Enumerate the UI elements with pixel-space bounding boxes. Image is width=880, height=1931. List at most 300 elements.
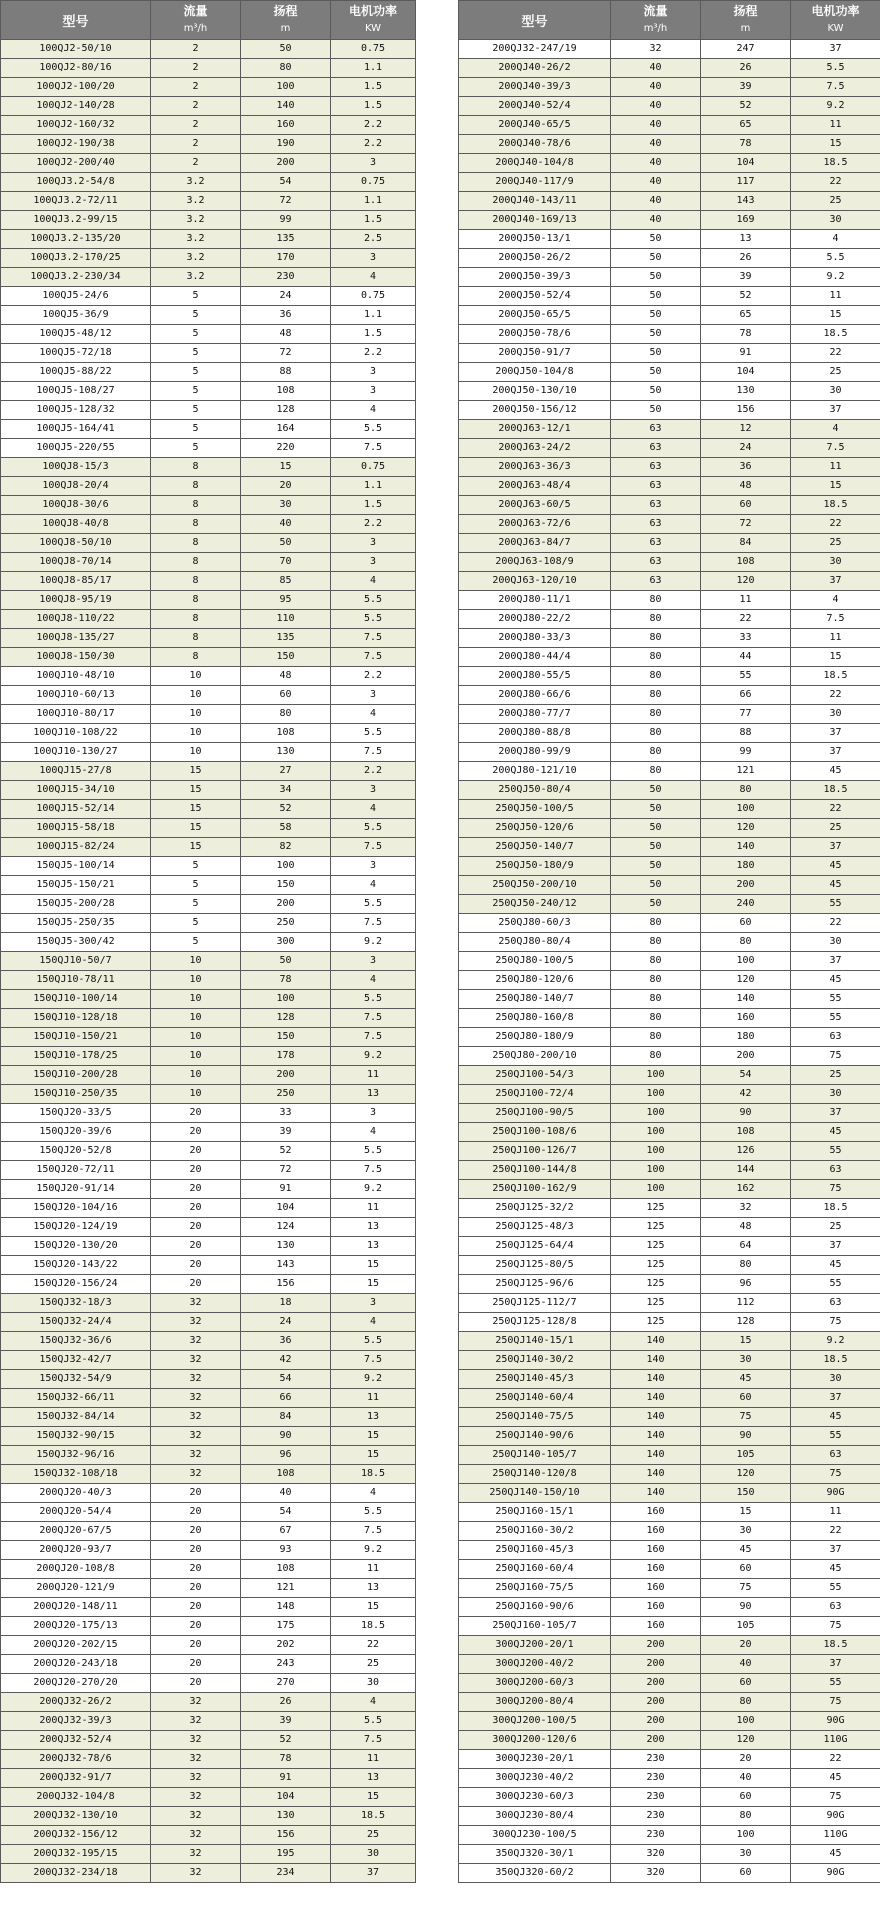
model-column-header: 型号	[459, 1, 611, 40]
power-cell: 5.5	[331, 990, 416, 1009]
head-cell: 20	[701, 1750, 791, 1769]
model-cell: 250QJ50-180/9	[459, 857, 611, 876]
flow-cell: 10	[151, 1047, 241, 1066]
head-cell: 65	[701, 306, 791, 325]
model-cell: 100QJ15-82/24	[1, 838, 151, 857]
table-row	[459, 1693, 880, 1712]
flow-cell: 8	[151, 515, 241, 534]
flow-cell: 10	[151, 743, 241, 762]
table-row	[1, 1674, 416, 1693]
flow-cell: 10	[151, 952, 241, 971]
table-row	[1, 534, 416, 553]
power-cell: 15	[331, 1788, 416, 1807]
flow-cell: 32	[151, 1750, 241, 1769]
model-cell: 100QJ8-135/27	[1, 629, 151, 648]
model-cell: 100QJ8-150/30	[1, 648, 151, 667]
flow-cell: 5	[151, 876, 241, 895]
head-cell: 80	[701, 1807, 791, 1826]
power-cell: 55	[791, 1674, 880, 1693]
flow-cell: 50	[611, 895, 701, 914]
table-row	[459, 1845, 880, 1864]
flow-cell: 63	[611, 553, 701, 572]
head-cell: 26	[701, 59, 791, 78]
flow-cell: 32	[151, 1826, 241, 1845]
model-cell: 150QJ20-72/11	[1, 1161, 151, 1180]
head-cell: 162	[701, 1180, 791, 1199]
head-unit-label: m	[740, 23, 751, 34]
power-cell: 4	[331, 1484, 416, 1503]
flow-cell: 10	[151, 1066, 241, 1085]
table-row	[459, 40, 880, 59]
head-cell: 24	[241, 287, 331, 306]
flow-cell: 2	[151, 78, 241, 97]
model-cell: 250QJ160-90/6	[459, 1598, 611, 1617]
head-cell: 58	[241, 819, 331, 838]
table-row	[459, 1807, 880, 1826]
head-cell: 78	[241, 1750, 331, 1769]
flow-cell: 63	[611, 572, 701, 591]
power-cell: 7.5	[331, 1522, 416, 1541]
model-cell: 200QJ50-104/8	[459, 363, 611, 382]
head-cell: 39	[241, 1123, 331, 1142]
model-cell: 100QJ8-110/22	[1, 610, 151, 629]
pump-spec-table-right	[458, 0, 880, 1883]
head-cell: 55	[701, 667, 791, 686]
model-cell: 200QJ20-54/4	[1, 1503, 151, 1522]
table-row	[1, 629, 416, 648]
power-cell: 13	[331, 1769, 416, 1788]
table-row	[1, 1598, 416, 1617]
model-cell: 200QJ32-195/15	[1, 1845, 151, 1864]
flow-cell: 63	[611, 496, 701, 515]
power-cell: 30	[791, 1370, 880, 1389]
head-cell: 117	[701, 173, 791, 192]
head-cell: 128	[241, 401, 331, 420]
table-row	[459, 135, 880, 154]
head-cell: 91	[241, 1180, 331, 1199]
table-row	[1, 1275, 416, 1294]
table-row	[459, 781, 880, 800]
model-cell: 150QJ20-130/20	[1, 1237, 151, 1256]
flow-cell: 140	[611, 1465, 701, 1484]
model-cell: 250QJ80-160/8	[459, 1009, 611, 1028]
table-row	[459, 496, 880, 515]
table-row	[1, 1408, 416, 1427]
model-cell: 200QJ63-36/3	[459, 458, 611, 477]
table-row	[1, 192, 416, 211]
head-cell: 108	[241, 1560, 331, 1579]
head-cell: 39	[701, 78, 791, 97]
table-row	[1, 572, 416, 591]
table-row	[1, 1199, 416, 1218]
head-cell: 110	[241, 610, 331, 629]
model-cell: 200QJ32-234/18	[1, 1864, 151, 1883]
model-cell: 250QJ80-200/10	[459, 1047, 611, 1066]
table-row	[459, 648, 880, 667]
flow-cell: 320	[611, 1864, 701, 1883]
power-cell: 22	[791, 515, 880, 534]
head-cell: 40	[701, 1655, 791, 1674]
table-body-left	[1, 40, 416, 1883]
head-cell: 120	[701, 1731, 791, 1750]
power-cell: 25	[791, 363, 880, 382]
flow-cell: 2	[151, 40, 241, 59]
flow-cell: 40	[611, 211, 701, 230]
flow-column-header	[611, 1, 701, 40]
model-cell: 150QJ5-200/28	[1, 895, 151, 914]
model-cell: 150QJ32-42/7	[1, 1351, 151, 1370]
power-cell: 3	[331, 553, 416, 572]
flow-cell: 63	[611, 439, 701, 458]
head-cell: 150	[701, 1484, 791, 1503]
table-row	[1, 1579, 416, 1598]
power-cell: 37	[791, 1655, 880, 1674]
model-cell: 250QJ100-108/6	[459, 1123, 611, 1142]
flow-cell: 10	[151, 1009, 241, 1028]
table-row	[1, 1256, 416, 1275]
model-cell: 200QJ50-52/4	[459, 287, 611, 306]
model-cell: 100QJ2-160/32	[1, 116, 151, 135]
power-cell: 30	[331, 1674, 416, 1693]
power-cell: 1.1	[331, 192, 416, 211]
model-cell: 100QJ3.2-135/20	[1, 230, 151, 249]
table-row	[1, 1294, 416, 1313]
table-row	[1, 40, 416, 59]
table-row	[459, 97, 880, 116]
head-cell: 30	[701, 1845, 791, 1864]
power-cell: 7.5	[791, 439, 880, 458]
flow-cell: 40	[611, 192, 701, 211]
head-cell: 160	[701, 1009, 791, 1028]
power-cell: 7.5	[331, 914, 416, 933]
power-cell: 15	[331, 1427, 416, 1446]
model-cell: 200QJ40-117/9	[459, 173, 611, 192]
model-cell: 250QJ160-75/5	[459, 1579, 611, 1598]
model-cell: 250QJ125-128/8	[459, 1313, 611, 1332]
table-row	[1, 1693, 416, 1712]
power-cell: 25	[791, 819, 880, 838]
head-cell: 202	[241, 1636, 331, 1655]
table-row	[1, 1807, 416, 1826]
flow-cell: 20	[151, 1579, 241, 1598]
flow-cell: 160	[611, 1522, 701, 1541]
model-cell: 250QJ100-90/5	[459, 1104, 611, 1123]
head-cell: 144	[701, 1161, 791, 1180]
model-cell: 100QJ5-36/9	[1, 306, 151, 325]
model-cell: 200QJ80-121/10	[459, 762, 611, 781]
table-row	[459, 1066, 880, 1085]
table-row	[1, 496, 416, 515]
table-row	[1, 838, 416, 857]
power-cell: 37	[791, 401, 880, 420]
table-row	[459, 819, 880, 838]
flow-cell: 10	[151, 971, 241, 990]
head-cell: 66	[701, 686, 791, 705]
model-cell: 100QJ8-20/4	[1, 477, 151, 496]
model-cell: 200QJ80-99/9	[459, 743, 611, 762]
head-cell: 96	[241, 1446, 331, 1465]
model-cell: 150QJ20-39/6	[1, 1123, 151, 1142]
power-cell: 37	[791, 952, 880, 971]
table-row	[1, 1180, 416, 1199]
model-cell: 200QJ63-84/7	[459, 534, 611, 553]
power-cell: 3	[331, 363, 416, 382]
flow-cell: 40	[611, 173, 701, 192]
head-cell: 18	[241, 1294, 331, 1313]
head-cell: 88	[241, 363, 331, 382]
table-row	[1, 1218, 416, 1237]
model-cell: 200QJ80-44/4	[459, 648, 611, 667]
head-cell: 13	[701, 230, 791, 249]
head-cell: 90	[701, 1598, 791, 1617]
power-cell: 2.2	[331, 344, 416, 363]
power-cell: 4	[331, 800, 416, 819]
flow-cell: 32	[151, 1845, 241, 1864]
flow-cell: 10	[151, 667, 241, 686]
table-row	[1, 553, 416, 572]
table-row	[459, 325, 880, 344]
flow-cell: 230	[611, 1750, 701, 1769]
model-cell: 200QJ32-78/6	[1, 1750, 151, 1769]
model-cell: 250QJ125-48/3	[459, 1218, 611, 1237]
flow-cell: 8	[151, 553, 241, 572]
flow-cell: 140	[611, 1389, 701, 1408]
flow-cell: 200	[611, 1674, 701, 1693]
head-cell: 72	[241, 192, 331, 211]
flow-cell: 3.2	[151, 268, 241, 287]
flow-cell: 20	[151, 1674, 241, 1693]
flow-cell: 32	[151, 1769, 241, 1788]
flow-cell: 20	[151, 1503, 241, 1522]
head-cell: 27	[241, 762, 331, 781]
table-row	[1, 515, 416, 534]
power-cell: 3	[331, 534, 416, 553]
head-cell: 54	[701, 1066, 791, 1085]
flow-cell: 20	[151, 1484, 241, 1503]
power-cell: 7.5	[791, 78, 880, 97]
flow-cell: 32	[151, 1693, 241, 1712]
flow-cell: 20	[151, 1636, 241, 1655]
flow-header-label: 流量	[183, 4, 208, 18]
table-row	[1, 705, 416, 724]
power-cell: 5.5	[331, 1712, 416, 1731]
power-cell: 63	[791, 1028, 880, 1047]
head-cell: 15	[701, 1332, 791, 1351]
model-cell: 250QJ140-120/8	[459, 1465, 611, 1484]
flow-cell: 15	[151, 838, 241, 857]
head-cell: 180	[701, 1028, 791, 1047]
table-row	[1, 477, 416, 496]
table-row	[459, 629, 880, 648]
head-cell: 108	[241, 724, 331, 743]
power-cell: 5.5	[331, 895, 416, 914]
model-cell: 150QJ10-178/25	[1, 1047, 151, 1066]
flow-cell: 140	[611, 1408, 701, 1427]
model-cell: 100QJ8-15/3	[1, 458, 151, 477]
model-cell: 100QJ5-72/18	[1, 344, 151, 363]
model-cell: 100QJ2-100/20	[1, 78, 151, 97]
table-row	[1, 1655, 416, 1674]
model-cell: 100QJ15-27/8	[1, 762, 151, 781]
table-row	[459, 952, 880, 971]
table-row	[1, 268, 416, 287]
model-cell: 200QJ63-12/1	[459, 420, 611, 439]
head-cell: 250	[241, 914, 331, 933]
power-cell: 7.5	[331, 1351, 416, 1370]
flow-cell: 5	[151, 401, 241, 420]
model-cell: 200QJ80-77/7	[459, 705, 611, 724]
table-row	[459, 895, 880, 914]
head-cell: 108	[701, 1123, 791, 1142]
table-row	[459, 268, 880, 287]
flow-cell: 2	[151, 59, 241, 78]
head-cell: 104	[241, 1199, 331, 1218]
flow-cell: 80	[611, 648, 701, 667]
flow-cell: 200	[611, 1712, 701, 1731]
head-cell: 234	[241, 1864, 331, 1883]
power-cell: 3	[331, 154, 416, 173]
flow-cell: 5	[151, 306, 241, 325]
model-cell: 100QJ8-40/8	[1, 515, 151, 534]
model-cell: 150QJ10-78/11	[1, 971, 151, 990]
flow-cell: 40	[611, 116, 701, 135]
model-cell: 250QJ50-120/6	[459, 819, 611, 838]
power-cell: 7.5	[331, 1009, 416, 1028]
head-cell: 88	[701, 724, 791, 743]
model-cell: 150QJ32-108/18	[1, 1465, 151, 1484]
table-row	[459, 1731, 880, 1750]
model-cell: 250QJ160-45/3	[459, 1541, 611, 1560]
head-cell: 26	[241, 1693, 331, 1712]
head-cell: 100	[701, 1712, 791, 1731]
flow-cell: 32	[611, 40, 701, 59]
flow-cell: 160	[611, 1503, 701, 1522]
head-cell: 148	[241, 1598, 331, 1617]
model-cell: 100QJ3.2-99/15	[1, 211, 151, 230]
model-cell: 200QJ50-130/10	[459, 382, 611, 401]
flow-cell: 3.2	[151, 249, 241, 268]
head-cell: 100	[701, 800, 791, 819]
power-cell: 75	[791, 1313, 880, 1332]
head-cell: 80	[241, 59, 331, 78]
power-cell: 45	[791, 1256, 880, 1275]
head-cell: 36	[701, 458, 791, 477]
model-cell: 150QJ32-96/16	[1, 1446, 151, 1465]
power-cell: 4	[791, 420, 880, 439]
head-cell: 180	[701, 857, 791, 876]
power-cell: 3	[331, 952, 416, 971]
power-header-label: 电机功率	[348, 4, 397, 18]
table-row	[1, 1085, 416, 1104]
model-cell: 100QJ3.2-72/11	[1, 192, 151, 211]
table-row	[1, 1864, 416, 1883]
model-cell: 150QJ10-128/18	[1, 1009, 151, 1028]
flow-cell: 80	[611, 933, 701, 952]
flow-cell: 3.2	[151, 211, 241, 230]
model-cell: 200QJ32-91/7	[1, 1769, 151, 1788]
table-row	[459, 59, 880, 78]
power-cell: 15	[331, 1275, 416, 1294]
head-cell: 128	[701, 1313, 791, 1332]
head-cell: 84	[701, 534, 791, 553]
flow-cell: 5	[151, 325, 241, 344]
flow-cell: 3.2	[151, 230, 241, 249]
table-row	[459, 1028, 880, 1047]
model-cell: 100QJ10-80/17	[1, 705, 151, 724]
head-cell: 24	[241, 1313, 331, 1332]
power-cell: 22	[791, 800, 880, 819]
flow-cell: 40	[611, 135, 701, 154]
power-cell: 37	[791, 1237, 880, 1256]
head-unit-label: m	[280, 23, 291, 34]
table-row	[1, 1142, 416, 1161]
table-row	[459, 1408, 880, 1427]
model-cell: 300QJ200-100/5	[459, 1712, 611, 1731]
table-row	[459, 762, 880, 781]
power-cell: 4	[791, 230, 880, 249]
flow-cell: 80	[611, 1047, 701, 1066]
flow-cell: 32	[151, 1864, 241, 1883]
head-column-header	[701, 1, 791, 40]
head-cell: 100	[701, 1826, 791, 1845]
power-cell: 30	[791, 933, 880, 952]
head-cell: 30	[701, 1351, 791, 1370]
flow-cell: 200	[611, 1655, 701, 1674]
table-row	[459, 591, 880, 610]
power-cell: 90G	[791, 1712, 880, 1731]
head-cell: 54	[241, 173, 331, 192]
head-cell: 243	[241, 1655, 331, 1674]
model-cell: 100QJ3.2-230/34	[1, 268, 151, 287]
power-cell: 4	[331, 268, 416, 287]
flow-cell: 40	[611, 59, 701, 78]
power-cell: 11	[331, 1066, 416, 1085]
model-cell: 150QJ32-66/11	[1, 1389, 151, 1408]
flow-cell: 50	[611, 800, 701, 819]
head-cell: 156	[701, 401, 791, 420]
power-cell: 45	[791, 762, 880, 781]
flow-cell: 320	[611, 1845, 701, 1864]
model-cell: 250QJ140-75/5	[459, 1408, 611, 1427]
head-cell: 11	[701, 591, 791, 610]
flow-cell: 63	[611, 534, 701, 553]
table-row	[1, 1560, 416, 1579]
table-row	[459, 1484, 880, 1503]
flow-cell: 8	[151, 572, 241, 591]
flow-cell: 20	[151, 1598, 241, 1617]
head-cell: 77	[701, 705, 791, 724]
table-row	[459, 857, 880, 876]
model-cell: 150QJ20-124/19	[1, 1218, 151, 1237]
power-cell: 22	[791, 686, 880, 705]
head-cell: 75	[701, 1408, 791, 1427]
model-cell: 250QJ100-54/3	[459, 1066, 611, 1085]
power-cell: 11	[791, 116, 880, 135]
flow-cell: 50	[611, 857, 701, 876]
head-cell: 60	[701, 1389, 791, 1408]
head-cell: 54	[241, 1503, 331, 1522]
model-cell: 150QJ20-156/24	[1, 1275, 151, 1294]
head-cell: 140	[241, 97, 331, 116]
model-cell: 250QJ125-96/6	[459, 1275, 611, 1294]
model-cell: 150QJ20-91/14	[1, 1180, 151, 1199]
power-cell: 63	[791, 1598, 880, 1617]
head-cell: 124	[241, 1218, 331, 1237]
flow-cell: 80	[611, 667, 701, 686]
table-row	[459, 1351, 880, 1370]
table-row	[459, 515, 880, 534]
head-cell: 156	[241, 1826, 331, 1845]
